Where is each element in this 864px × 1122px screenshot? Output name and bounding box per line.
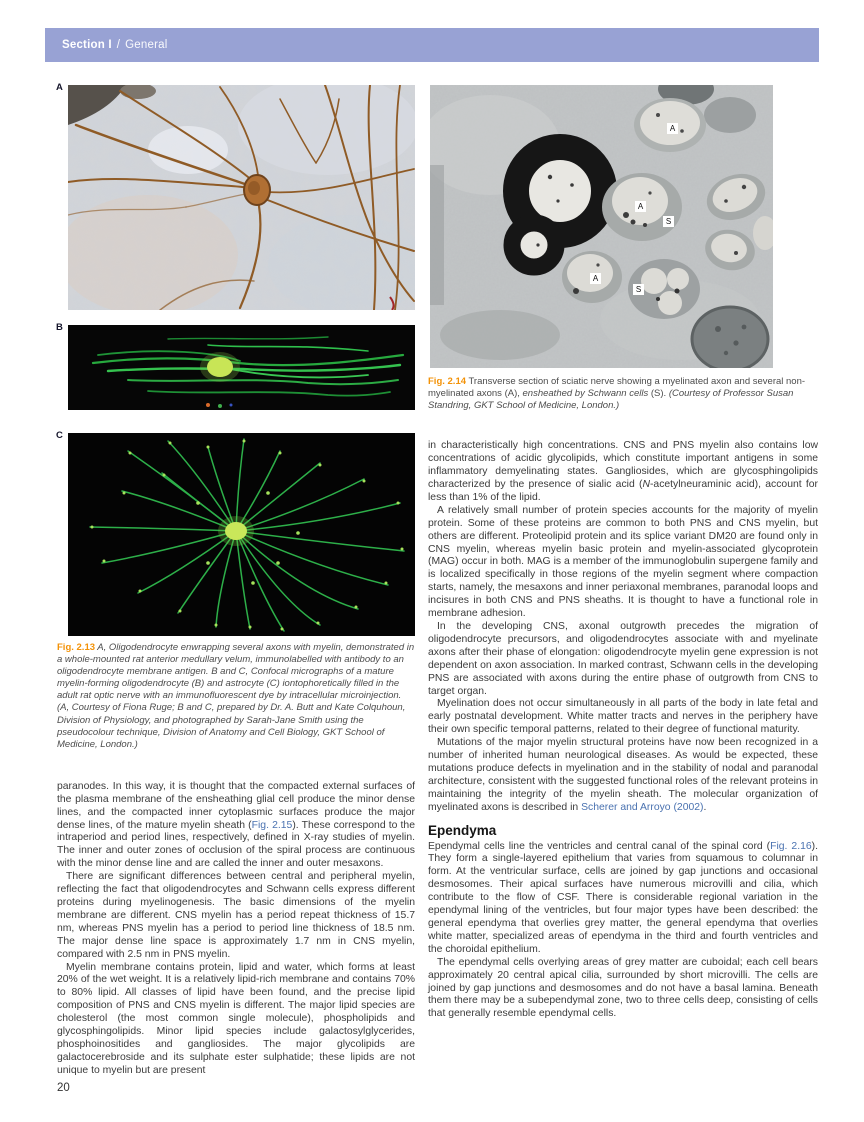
confocal-oligodendrocyte-b [68, 325, 415, 410]
text-segment: There are significant differences between central and peripheral myelin, reflecting the fact that oligodendrocytes and Schwann cells express different proteins during myelinogenesis. The basic dimensions of the myelin membrane are different. CNS myelin has a period repeat thickness of 15.7 nm, whereas PNS myelin has a period to period line thickness of 18.5 nm. The major dense line space is approximately 1.7 nm in CNS myelin, compared with 2.5 nm in PNS myelin. [57, 871, 415, 960]
right-column-text [428, 440, 818, 814]
text-segment: (S). [648, 388, 669, 400]
paragraph [428, 737, 818, 814]
ependyma-text [428, 841, 818, 1022]
paragraph [428, 957, 818, 1022]
text-segment: in characteristically high concentrations. CNS and PNS myelin also contains low concentrations of acidic glycolipids, which constitute important antigens in some inflammatory demyelinating states. Gangliosides, which are glycosphingolipids characterized by the presence of sialic acid ( [428, 440, 818, 490]
text-segment: The ependymal cells overlying areas of grey matter are cuboidal; each cell bears approximately 20 central apical cilia, surrounded by short microvilli. The cells are joined by gap junctions and desmosomes and do not have a basal lamina. Beneath them there may be a subependymal zone, two to three cells deep, consisting of cells that generally resemble ependymal cells. [428, 956, 818, 1020]
figure-2-13-panel-b [56, 322, 415, 410]
paragraph [57, 871, 415, 961]
em-annotation-schwann-label: S [663, 216, 674, 227]
text-segment: paranodes. In this way, it is thought that the compacted external surfaces of the plasma membrane of the ensheathing glial cell produce the minor dense lines, and the compacted inner cytoplasmic surfaces produce the major dense lines, of the mature myelin sheath ( [57, 780, 415, 831]
text-segment: -acetylneuraminic acid), account for less than 1% of the lipid. [428, 479, 818, 503]
text-segment: ensheathed by Schwann cells [522, 388, 649, 400]
paragraph [428, 505, 818, 621]
panel-letter-a: A [56, 82, 63, 93]
panel-letter-b: B [56, 322, 63, 333]
left-column [56, 82, 415, 1078]
cell-body [225, 522, 247, 540]
em-annotation-axon-label: A [667, 123, 678, 134]
paragraph [428, 698, 818, 737]
text-segment: Myelin membrane contains protein, lipid and water, which forms at least 20% of the wet weight. It is a relatively lipid-rich membrane and contains 70% to 80% lipid. All classes of lipid have been found, and the precise lipid composition of PNS and CNS myelin is different. The major lipid species are cholesterol (the most common single molecule), phospholipids and glycosphingolipids. Minor lipid species include galactosylglycerides, phosphoinositides and gangliosides. The major glycolipids are galactocerebroside and its sulphate ester sulphatide; these lipids are not unique to myelin but are present [57, 961, 415, 1076]
right-column [428, 85, 818, 1021]
left-column-text [57, 781, 415, 1078]
confocal-astrocyte-c [68, 433, 415, 636]
fig-2-14-caption [428, 376, 810, 412]
figure-number-label: Fig. 2.13 [57, 642, 96, 653]
text-segment: N [642, 479, 650, 490]
paragraph [428, 621, 818, 698]
text-segment: ). They form a single-layered epithelium that varies from squamous to columnar in form. At the ventricular surface, cells are joined by gap junctions and occasional desmosomes. Their apical surfaces have numerous microvilli and cilia, which contribute to the flow of CSF. There is considerable regional variation in the ependymal lining of the ventricles, but four major types have been described: the general ependyma that overlies grey matter, the general ependyma that overlies white matter, specialized areas of ependyma in the third and fourth ventricles and the choroidal epithelium. [428, 840, 818, 955]
text-segment: In the developing CNS, axonal outgrowth precedes the migration of oligodendrocyte precursors, and oligodendrocytes associate with and myelinate axons after their phase of elongation: oligodendrocyte myelin gene expression is not dependent on axon association. In marked contrast, Schwann cells in the developing PNS are associated with axons during the entire phase of outgrowth from CNS to target organ. [428, 620, 818, 697]
panel-letter-c: C [56, 430, 63, 441]
text-segment: (Courtesy of Professor Susan Standring, GKT School of Medicine, London.) [428, 388, 794, 412]
text-segment: ). These correspond to the intraperiod and period lines, respectively, defined in X-ray studies of myelin. The inner and outer zones of occlusion of the spiral process are continuous with the minor dense line and are called the inner and outer mesaxons. [57, 819, 415, 870]
text-segment: Mutations of the major myelin structural proteins have now been recognized in a number of inherited human neurological diseases. As would be expected, these mutations produce defects in myelination and in the stability of nodal and paranodal architecture, consistent with the suggested functional roles of the relevant proteins in maintaining the integrity of the myelin sheath. The molecular organization of myelinated axons is described in [428, 737, 818, 813]
text-segment: A, Oligodendrocyte enwrapping several axons with myelin, demonstrated in a whole-mounted rat anterior medullary velum, immunolabelled with antibody to an oligodendrocyte membrane antigen. B and C, Confocal micrographs of a mature myelin-forming oligodendrocyte (B) and astrocyte (C) iontophoretically filled in the adult rat optic nerve with an immunofluorescent dye by intracellular microinjection. (A, Courtesy of Fiona Ruge; B and C, prepared by Dr. A. Butt and Kate Colquhoun, Division of Physiology, and photographed by Sarah-Jane Smith using the pseudocolour technique, Division of Anatomy and Cell Biology, GKT School of Medicine, London.) [57, 642, 415, 750]
text-segment: A relatively small number of protein species accounts for the majority of myelin protein. Some of these proteins are common to both PNS and CNS myelin, but others are different. Proteolipid protein and its splice variant DM20 are found only in CNS myelin, whereas myelin basic protein and myelin-associated glycoprotein (MAG) occur in both. MAG is a member of the immunoglobulin supergene family and is localized specifically in those regions of the myelin segment where compaction starts, namely, the mesaxons and inner periaxonal membranes, paranodal loops and incisures in both CNS and PNS sheaths. It is thought to have a functional role in membrane adhesion. [428, 504, 818, 620]
em-annotation-axon-label: A [590, 273, 601, 284]
ependyma-heading: Ependyma [428, 822, 497, 838]
figure-2-13-panel-a [56, 82, 415, 310]
text-segment: Ependymal cells line the ventricles and central canal of the spinal cord ( [428, 840, 771, 852]
paragraph [57, 962, 415, 1078]
em-micrograph-fig-2-14 [430, 85, 773, 368]
em-annotation-axon-label: A [635, 201, 646, 212]
text-segment: . [703, 801, 707, 813]
cross-reference-link[interactable]: Scherer and Arroyo (2002) [581, 801, 704, 813]
micrograph-oligodendrocyte-a [68, 85, 415, 310]
cross-reference-link[interactable]: Fig. 2.16 [770, 840, 812, 852]
cross-reference-link[interactable]: Fig. 2.15 [251, 819, 293, 831]
em-annotation-schwann-label: S [633, 284, 644, 295]
text-segment: Myelination does not occur simultaneously in all parts of the body in late fetal and early postnatal development. White matter tracts and nerves in the periphery have their own specific temporal patterns, related to their degree of functional maturity. [428, 698, 818, 736]
section-title: General [125, 39, 168, 51]
figure-number-label: Fig. 2.14 [428, 376, 467, 387]
paragraph [428, 841, 818, 957]
paragraph [57, 781, 415, 871]
paragraph [428, 440, 818, 505]
fig-2-13-caption [57, 642, 415, 751]
header-separator: / [116, 39, 121, 51]
text-segment: Transverse section of sciatic nerve showing a myelinated axon and several non-myelinated axons (A), [428, 376, 806, 400]
figure-2-13-panel-c [56, 430, 415, 636]
section-header-bar [45, 28, 819, 62]
page-number: 20 [57, 1082, 70, 1094]
cell-body [207, 357, 233, 377]
section-number: Section I [62, 39, 112, 51]
